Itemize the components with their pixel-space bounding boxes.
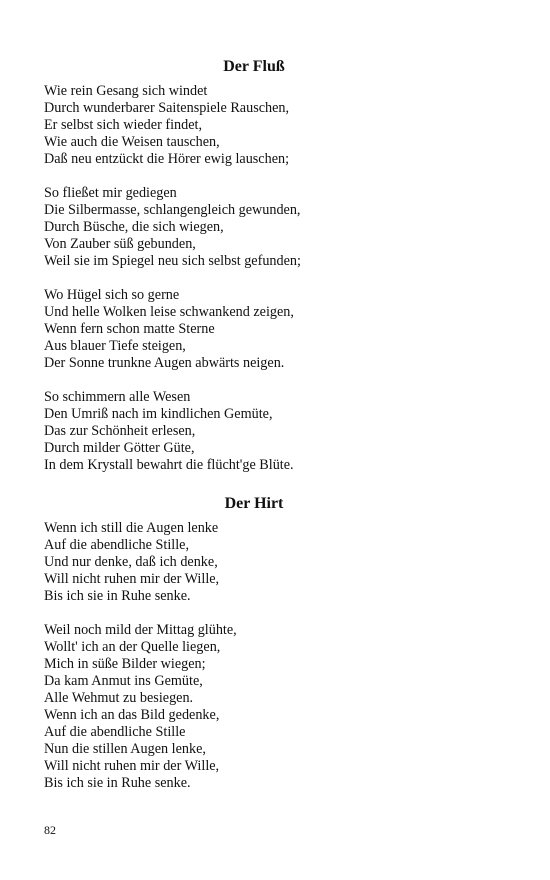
verse-line: Durch milder Götter Güte, [44, 440, 195, 456]
verse-line: Das zur Schönheit erlesen, [44, 423, 196, 439]
verse-line: Weil noch mild der Mittag glühte, [44, 622, 237, 638]
verse-line: Wie rein Gesang sich windet [44, 83, 208, 99]
stanza [44, 83, 484, 168]
verse-line: Daß neu entzückt die Hörer ewig lauschen; [44, 151, 290, 167]
page-number: 82 [44, 823, 56, 837]
verse-line: Weil sie im Spiegel neu sich selbst gefunden; [44, 253, 301, 269]
poem-title: Der Fluß [223, 58, 285, 75]
verse-line: Wenn ich an das Bild gedenke, [44, 707, 220, 723]
verse-line: Mich in süße Bilder wiegen; [44, 656, 206, 672]
verse-line: Er selbst sich wieder findet, [44, 117, 202, 133]
verse-line: So fließet mir gediegen [44, 185, 177, 201]
verse-line: Durch wunderbarer Saitenspiele Rauschen, [44, 100, 290, 116]
verse-line: In dem Krystall bewahrt die flücht'ge Blüte. [44, 457, 294, 473]
verse-line: Auf die abendliche Stille [44, 724, 186, 740]
stanza-gap [44, 270, 484, 287]
verse-line: Durch Büsche, die sich wiegen, [44, 219, 224, 235]
verse-line: Wenn ich still die Augen lenke [44, 520, 219, 536]
verse-line: Aus blauer Tiefe steigen, [44, 338, 186, 354]
verse-line: Da kam Anmut ins Gemüte, [44, 673, 203, 689]
poem-der-fluss [44, 56, 484, 474]
verse-line: Und helle Wolken leise schwankend zeigen, [44, 304, 294, 320]
poem-title: Der Hirt [224, 495, 284, 512]
stanza-gap [44, 168, 484, 185]
verse-line: Den Umriß nach im kindlichen Gemüte, [44, 406, 273, 422]
verse-line: Nun die stillen Augen lenke, [44, 741, 206, 757]
verse-line: Wollt' ich an der Quelle liegen, [44, 639, 221, 655]
stanza [44, 389, 484, 474]
verse-line: Bis ich sie in Ruhe senke. [44, 775, 191, 791]
verse-line: Bis ich sie in Ruhe senke. [44, 588, 191, 604]
verse-line: Wie auch die Weisen tauschen, [44, 134, 220, 150]
verse-line: Alle Wehmut zu besiegen. [44, 690, 194, 706]
stanza [44, 520, 484, 605]
stanza [44, 287, 484, 372]
verse-line: Von Zauber süß gebunden, [44, 236, 196, 252]
stanza-gap [44, 372, 484, 389]
verse-line: Auf die abendliche Stille, [44, 537, 189, 553]
verse-line: Die Silbermasse, schlangengleich gewunden, [44, 202, 301, 218]
stanza [44, 622, 484, 792]
poem-der-hirt [44, 493, 484, 792]
stanza-gap [44, 605, 484, 622]
verse-line: Wenn fern schon matte Sterne [44, 321, 215, 337]
verse-line: Wo Hügel sich so gerne [44, 287, 180, 303]
verse-line: Will nicht ruhen mir der Wille, [44, 571, 220, 587]
verse-line: So schimmern alle Wesen [44, 389, 191, 405]
stanza [44, 185, 484, 270]
verse-line: Will nicht ruhen mir der Wille, [44, 758, 220, 774]
verse-line: Und nur denke, daß ich denke, [44, 554, 218, 570]
verse-line: Der Sonne trunkne Augen abwärts neigen. [44, 355, 285, 371]
